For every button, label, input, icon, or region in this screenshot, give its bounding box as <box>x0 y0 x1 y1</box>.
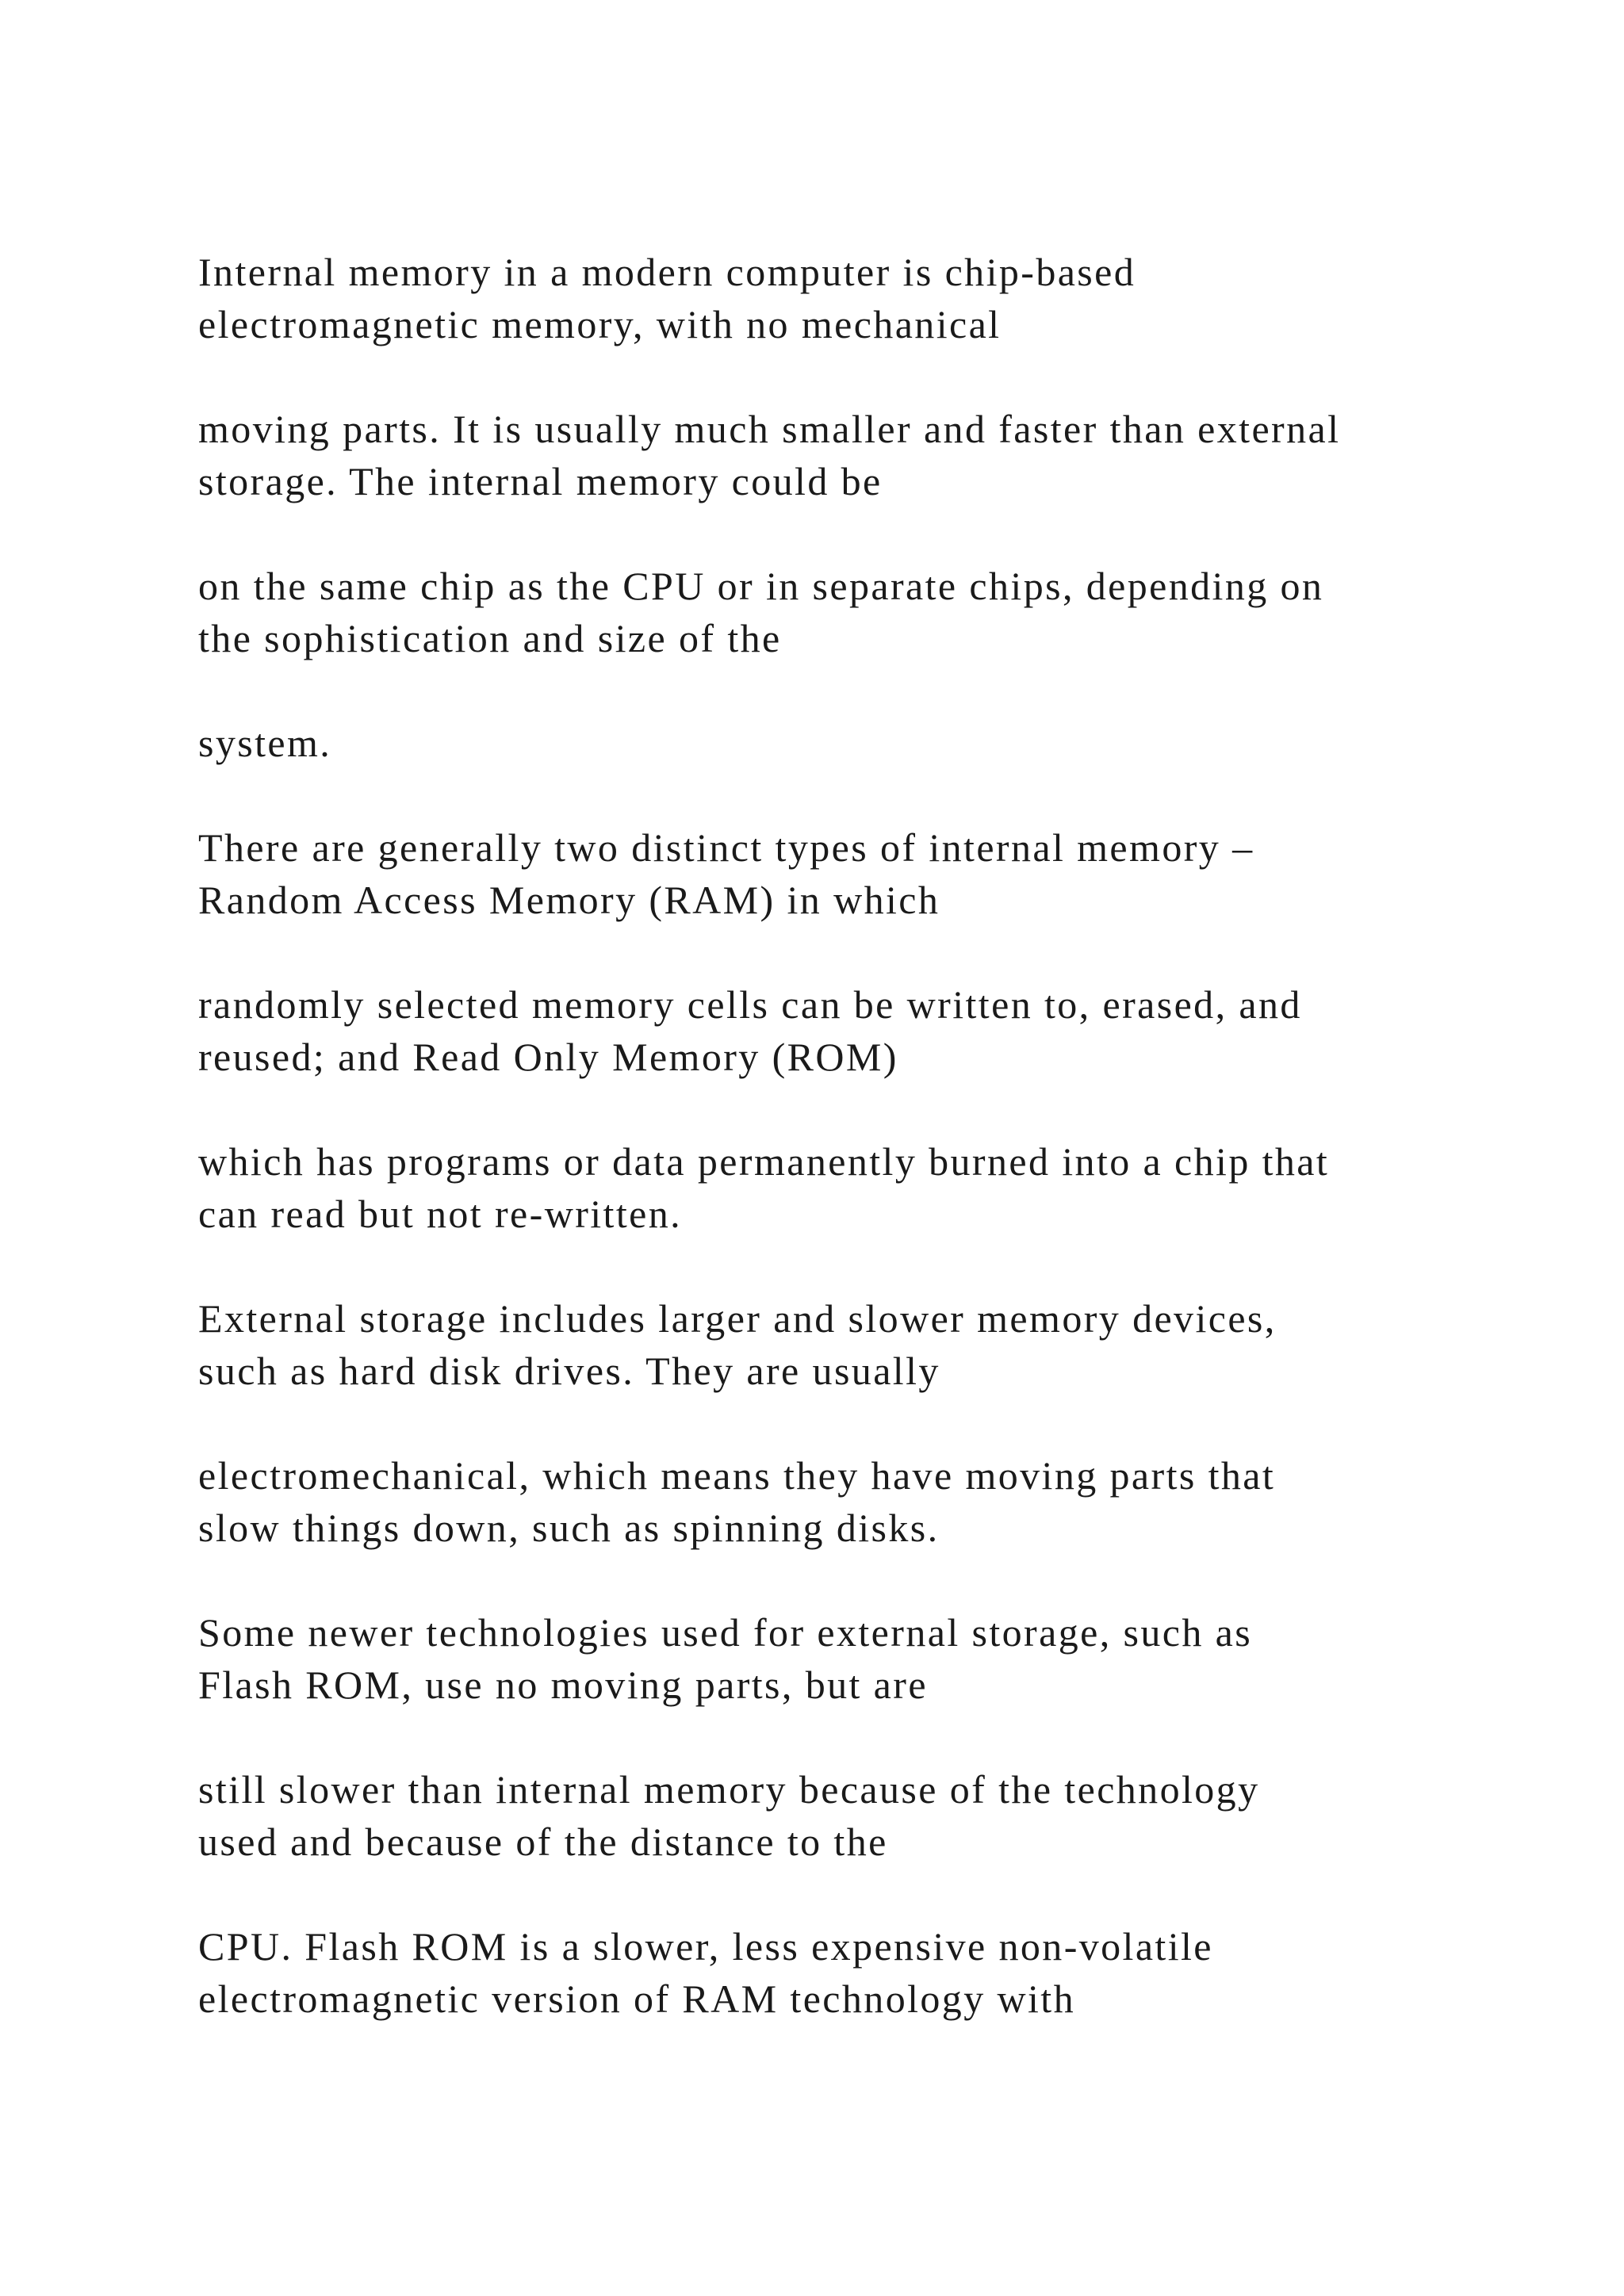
text-line: External storage includes larger and slower memory devices, <box>198 1296 1277 1341</box>
paragraph <box>198 1135 1546 1240</box>
text-line: Internal memory in a modern computer is chip-based <box>198 250 1136 294</box>
text-line: electromagnetic memory, with no mechanical <box>198 302 1002 346</box>
text-line: moving parts. It is usually much smaller and faster than external <box>198 407 1341 451</box>
paragraph <box>198 1606 1546 1711</box>
paragraph <box>198 717 1546 769</box>
text-line: such as hard disk drives. They are usually <box>198 1349 940 1393</box>
text-line: storage. The internal memory could be <box>198 459 883 503</box>
text-line: reused; and Read Only Memory (ROM) <box>198 1035 898 1079</box>
text-line: Random Access Memory (RAM) in which <box>198 878 940 922</box>
text-line: Flash ROM, use no moving parts, but are <box>198 1663 928 1707</box>
paragraph <box>198 1449 1546 1554</box>
paragraph <box>198 560 1546 664</box>
paragraph <box>198 246 1546 350</box>
document-body <box>198 246 1546 2077</box>
text-line: electromechanical, which means they have moving parts that <box>198 1453 1276 1498</box>
paragraph <box>198 1292 1546 1397</box>
text-line: the sophistication and size of the <box>198 616 782 660</box>
text-line: CPU. Flash ROM is a slower, less expensive non-volatile <box>198 1924 1213 1969</box>
text-line: on the same chip as the CPU or in separate chips, depending on <box>198 564 1324 608</box>
text-line: still slower than internal memory because of the technology <box>198 1767 1260 1812</box>
paragraph <box>198 821 1546 926</box>
text-line: slow things down, such as spinning disks. <box>198 1506 940 1550</box>
text-line: which has programs or data permanently burned into a chip that <box>198 1139 1330 1184</box>
text-line: electromagnetic version of RAM technology with <box>198 1976 1075 2021</box>
text-line: can read but not re-written. <box>198 1192 683 1236</box>
text-line: used and because of the distance to the <box>198 1820 888 1864</box>
text-line: system. <box>198 721 332 765</box>
paragraph <box>198 1763 1546 1868</box>
text-line: There are generally two distinct types of internal memory – <box>198 825 1254 870</box>
paragraph <box>198 1920 1546 2025</box>
paragraph <box>198 978 1546 1083</box>
text-line: randomly selected memory cells can be written to, erased, and <box>198 982 1302 1027</box>
paragraph <box>198 403 1546 507</box>
text-line: Some newer technologies used for external storage, such as <box>198 1610 1253 1655</box>
